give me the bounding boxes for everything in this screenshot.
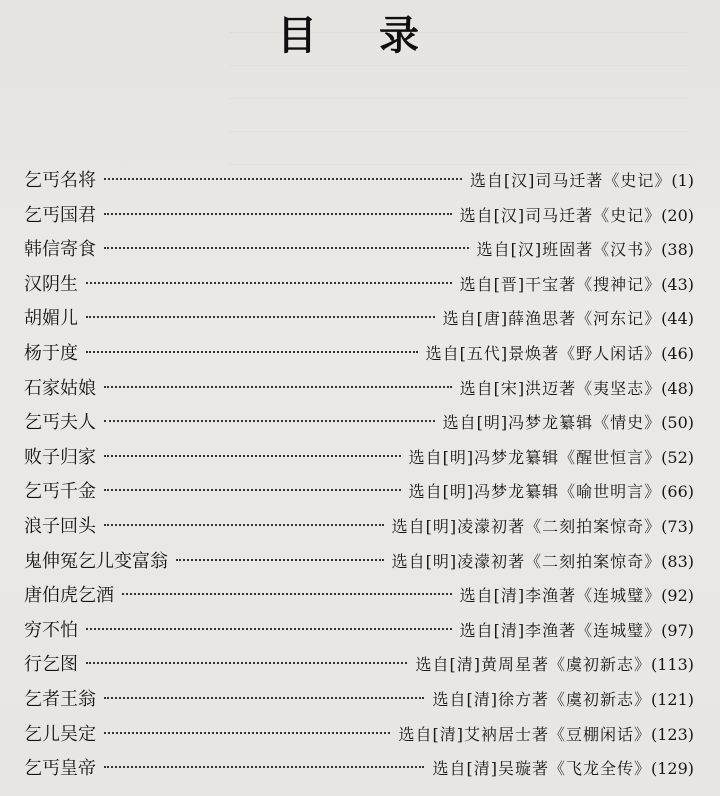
entry-title: 行乞图 [24,654,78,676]
toc-entry [24,754,694,789]
toc-entry [24,547,694,582]
entry-page: (121) [650,689,694,709]
entry-title: 杨于度 [24,342,78,364]
entry-title: 胡媚儿 [24,308,78,330]
entry-title: 唐伯虎乞酒 [24,585,114,607]
entry-page: (92) [661,586,694,606]
entry-page: (73) [661,516,694,536]
dot-leader [104,766,424,768]
toc-entry [24,616,694,651]
entry-page: (20) [661,205,694,225]
entry-title: 穷不怕 [24,619,78,641]
toc-entry [24,512,694,547]
dot-leader [104,732,390,734]
toc-entry [24,270,694,305]
dot-leader [86,628,452,630]
toc-entry [24,443,694,478]
entry-page: (52) [661,447,694,467]
dot-leader [104,455,401,457]
entry-source: 选自[宋]洪迈著《夷坚志》 [459,378,662,398]
dot-leader [104,489,401,491]
dot-leader [86,351,418,353]
dot-leader [104,697,424,699]
dot-leader [104,420,435,422]
entry-source: 选自[清]艾衲居士著《豆棚闲话》 [398,724,651,744]
entry-source: 选自[清]黄周星著《虞初新志》 [415,655,651,675]
entry-title: 乞者王翁 [24,688,96,710]
dot-leader [86,662,407,664]
dot-leader [104,247,469,249]
toc-entry [24,477,694,512]
dot-leader [176,559,384,561]
toc-entry [24,374,694,409]
entry-source: 选自[明]凌濛初著《二刻拍案惊奇》 [391,551,662,571]
entry-title: 韩信寄食 [24,239,96,261]
entry-page: (1) [671,171,694,190]
toc-entry [24,304,694,339]
entry-page: (66) [661,482,694,502]
entry-title: 乞丐皇帝 [24,758,96,780]
entry-title: 乞丐夫人 [24,412,96,434]
toc-entry [24,685,694,720]
entry-title: 乞丐千金 [24,481,96,503]
entry-source: 选自[汉]司马迁著《史记》 [469,171,672,190]
entry-source: 选自[明]冯梦龙纂辑《情史》 [442,413,662,433]
toc-entry [24,339,694,374]
entry-source: 选自[汉]司马迁著《史记》 [459,205,662,225]
entry-source: 选自[清]李渔著《连城璧》 [459,620,662,640]
entry-page: (97) [661,620,694,640]
page-title: 目 录 [277,13,443,59]
toc-entry [24,581,694,616]
entry-source: 选自[五代]景焕著《野人闲话》 [425,343,662,363]
entry-source: 选自[明]凌濛初著《二刻拍案惊奇》 [391,516,662,536]
dot-leader [104,386,452,388]
entry-title: 败子归家 [24,446,96,468]
entry-source: 选自[唐]薛渔思著《河东记》 [442,309,662,329]
entry-title: 汉阴生 [24,273,78,295]
entry-source: 选自[清]徐方著《虞初新志》 [432,689,651,709]
entry-page: (113) [650,655,694,675]
entry-page: (129) [650,759,694,779]
entry-source: 选自[清]吴璇著《飞龙全传》 [432,759,651,779]
toc-entry [24,235,694,270]
dot-leader [86,316,435,318]
entry-title: 浪子回头 [24,515,96,537]
entry-title: 乞丐国君 [24,204,96,226]
dot-leader [104,178,462,180]
dot-leader [122,593,452,595]
entry-source: 选自[明]冯梦龙纂辑《喻世明言》 [408,482,662,502]
toc-entry [24,166,694,201]
toc-entry [24,408,694,443]
entry-title: 鬼伸冤乞儿变富翁 [24,550,168,572]
entry-source: 选自[清]李渔著《连城璧》 [459,586,662,606]
entry-page: (43) [661,274,694,294]
entry-source: 选自[明]冯梦龙纂辑《醒世恒言》 [408,447,662,467]
entry-title: 石家姑娘 [24,377,96,399]
entry-source: 选自[汉]班固著《汉书》 [476,240,662,260]
entry-page: (44) [661,309,694,329]
entry-page: (38) [661,240,694,260]
entry-page: (46) [661,343,694,363]
dot-leader [104,524,384,526]
entry-source: 选自[晋]干宝著《搜神记》 [459,274,662,294]
entry-page: (48) [661,378,694,398]
entry-page: (83) [661,551,694,571]
entry-page: (50) [661,413,694,433]
dot-leader [104,213,452,215]
dot-leader [86,282,452,284]
entry-page: (123) [650,724,694,744]
toc-entry [24,720,694,755]
entry-title: 乞丐名将 [24,170,96,191]
toc-entry [24,201,694,236]
table-of-contents [24,166,694,789]
toc-entry [24,650,694,685]
entry-title: 乞儿吴定 [24,723,96,745]
